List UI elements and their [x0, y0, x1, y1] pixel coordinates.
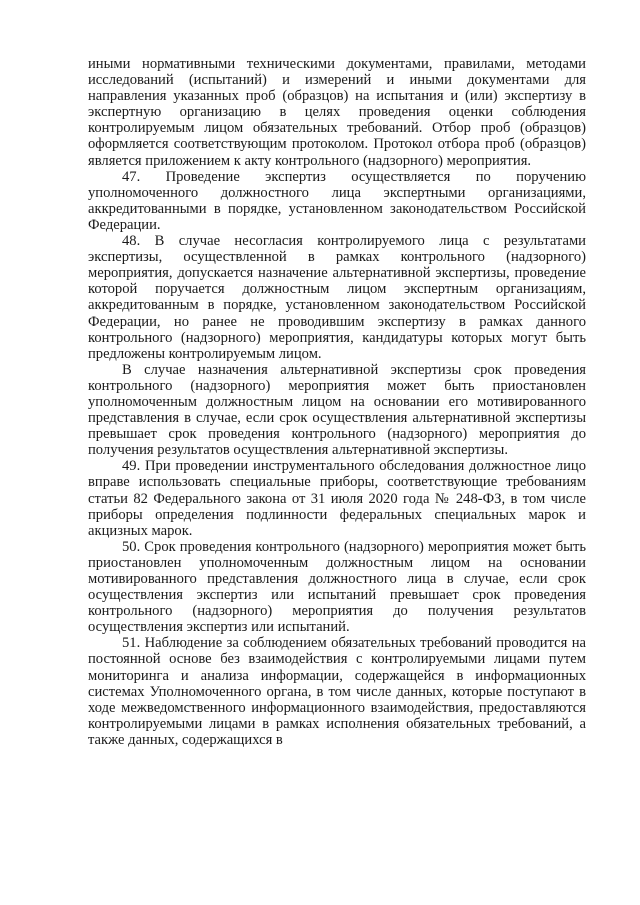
- paragraph-51: 51. Наблюдение за соблюдением обязательных требований проводится на постоянной основе без взаимодействия с контролируемыми лицами путем мониторинга и анализа информации, содержащейся в информационных системах Уполномоченного органа, в том числе данных, которые поступают в ходе межведомственного информационного взаимодействия, предоставляются контролируемыми лицами в рамках исполнения обязательных требований, а также данных, содержащихся в: [88, 635, 586, 748]
- paragraph-continued: иными нормативными техническими документами, правилами, методами исследований (испытаний) и измерений и иными документами для направления указанных проб (образцов) на испытания и (или) экспертизу в экспертную организацию в целях проведения оценки соблюдения контролируемым лицом обязательных требований. Отбор проб (образцов) оформляется соответствующим протоколом. Протокол отбора проб (образцов) является приложением к акту контрольного (надзорного) мероприятия.: [88, 56, 586, 169]
- document-page: [88, 56, 586, 748]
- paragraph-48: 48. В случае несогласия контролируемого лица с результатами экспертизы, осуществленной в рамках контрольного (надзорного) мероприятия, допускается назначение альтернативной экспертизы, проведение которой поручается должностным лицом экспертным организациям, аккредитованным в порядке, установленном законодательством Российской Федерации, но ранее не проводившим экспертизу в рамках данного контрольного (надзорного) мероприятия, кандидатуры которых могут быть предложены контролируемым лицом.: [88, 233, 586, 362]
- paragraph-47: 47. Проведение экспертиз осуществляется по поручению уполномоченного должностного лица экспертными организациями, аккредитованными в порядке, установленном законодательством Российской Федерации.: [88, 168, 586, 233]
- paragraph-48-continued: В случае назначения альтернативной экспертизы срок проведения контрольного (надзорного) мероприятия может быть приостановлен уполномоченным должностным лицом на основании его мотивированного представления в случае, если срок осуществления альтернативной экспертизы превышает срок проведения контрольного (надзорного) мероприятия до получения результатов осуществления альтернативной экспертизы.: [88, 361, 586, 459]
- paragraph-49: 49. При проведении инструментального обследования должностное лицо вправе использовать специальные приборы, соответствующие требованиям статьи 82 Федерального закона от 31 июля 2020 года № 248-ФЗ, в том числе приборы определения подлинности федеральных специальных марок и акцизных марок.: [88, 458, 586, 539]
- paragraph-50: 50. Срок проведения контрольного (надзорного) мероприятия может быть приостановлен уполномоченным должностным лицом на основании мотивированного представления должностного лица в случае, если срок осуществления экспертиз или испытаний превышает срок проведения контрольного (надзорного) мероприятия до получения результатов осуществления экспертиз или испытаний.: [88, 538, 586, 636]
